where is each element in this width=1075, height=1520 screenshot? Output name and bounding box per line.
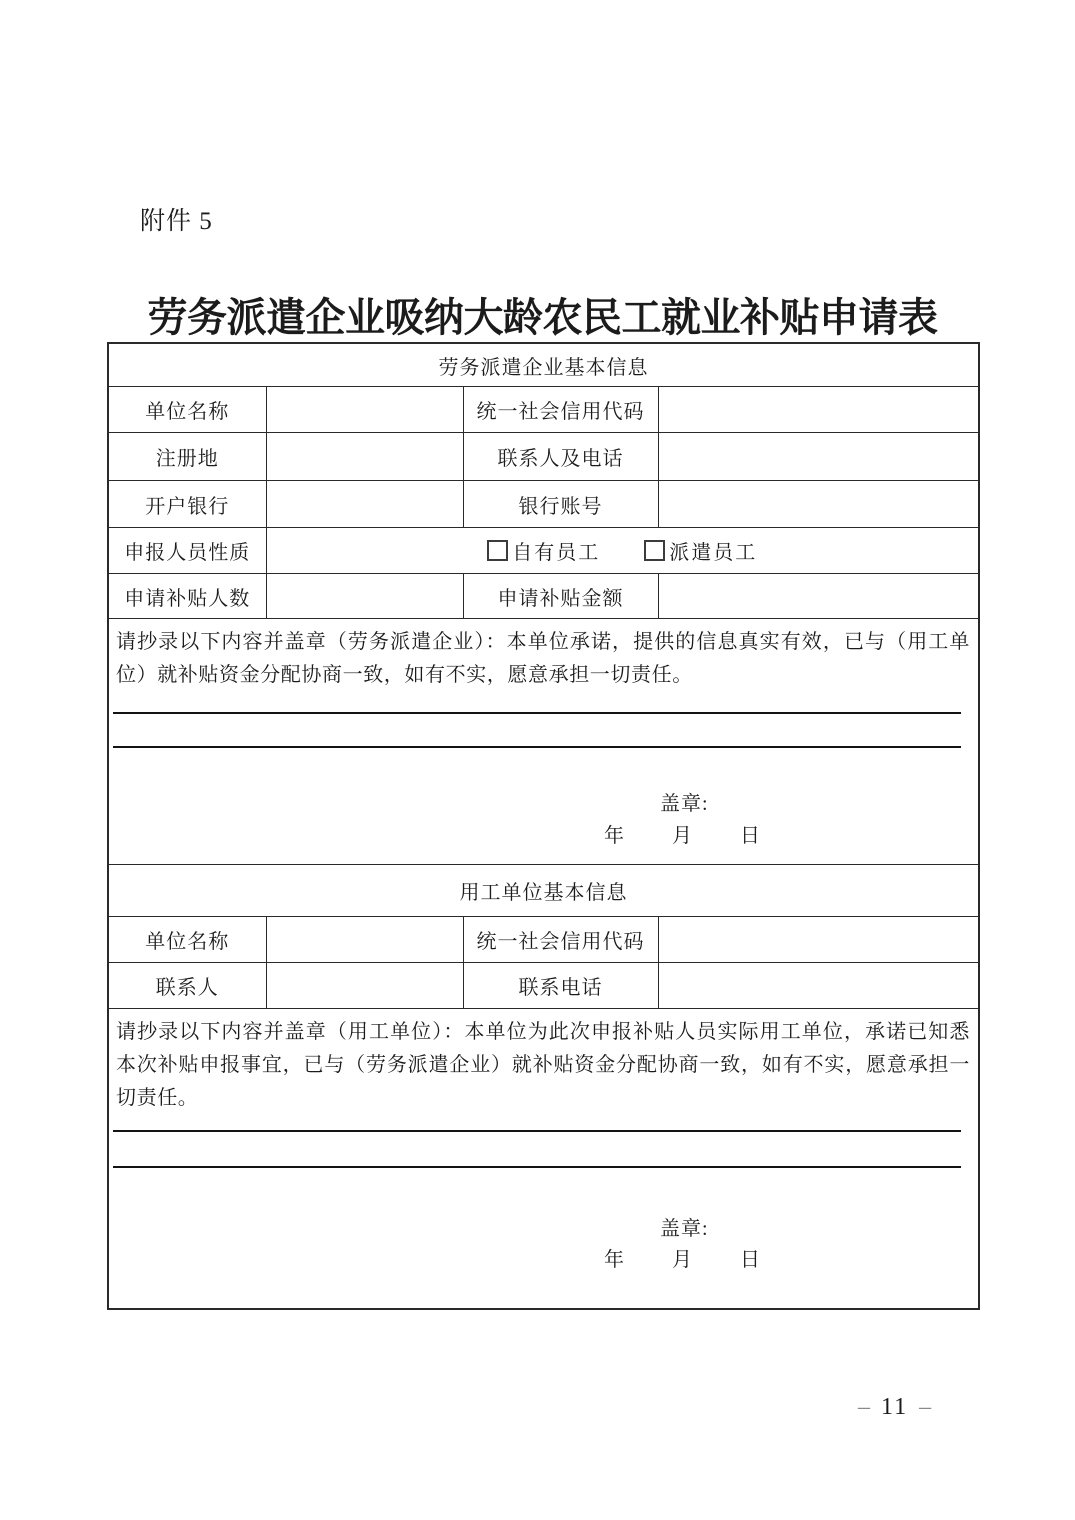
contact-person-phone-input-cell[interactable]	[658, 433, 979, 481]
employer-phone-label: 联系电话	[463, 963, 658, 1009]
dispatch-company-pledge-text: 请抄录以下内容并盖章（劳务派遣企业）：本单位承诺，提供的信息真实有效，已与（用工单位）就补贴资金分配协商一致，如有不实，愿意承担一切责任。	[116, 631, 970, 686]
seal-label-1: 盖章:	[660, 793, 709, 815]
seal-label-2: 盖章:	[660, 1218, 709, 1240]
bank-name-input-cell[interactable]	[266, 481, 463, 528]
day-label-1: 日	[740, 825, 761, 847]
credit-code-label: 统一社会信用代码	[463, 387, 658, 433]
page-number-value: 11	[881, 1394, 909, 1420]
bank-account-label: 银行账号	[463, 481, 658, 528]
dispatch-company-pledge-cell	[108, 619, 979, 865]
employer-pledge-text: 请抄录以下内容并盖章（用工单位）：本单位为此次申报补贴人员实际用工单位，承诺已知悉本次补贴申报事宜，已与（劳务派遣企业）就补贴资金分配协商一致，如有不实，愿意承担一切责任。	[116, 1021, 970, 1109]
month-label-1: 月	[672, 825, 693, 847]
day-label-2: 日	[740, 1249, 761, 1271]
month-label-2: 月	[672, 1249, 693, 1271]
employer-unit-name-label: 单位名称	[108, 917, 266, 963]
subsidy-count-input-cell[interactable]	[266, 574, 463, 619]
application-form-table	[107, 342, 980, 1310]
date-line-2	[604, 1243, 761, 1272]
registered-address-label: 注册地	[108, 433, 266, 481]
section1-header: 劳务派遣企业基本信息	[108, 343, 979, 387]
unit-name-input-cell[interactable]	[266, 387, 463, 433]
form-title: 劳务派遣企业吸纳大龄农民工就业补贴申请表	[147, 295, 938, 340]
signature-line-1	[113, 712, 961, 714]
personnel-nature-label: 申报人员性质	[108, 528, 266, 574]
section2-header: 用工单位基本信息	[108, 865, 979, 917]
contact-person-phone-label: 联系人及电话	[463, 433, 658, 481]
date-line-1	[604, 819, 761, 848]
employer-credit-code-input-cell[interactable]	[658, 917, 979, 963]
bank-account-input-cell[interactable]	[658, 481, 979, 528]
checkbox-dispatched-employee[interactable]	[644, 540, 665, 561]
employer-contact-label: 联系人	[108, 963, 266, 1009]
personnel-nature-options-cell	[266, 528, 979, 574]
signature-line-2	[113, 746, 961, 748]
employer-pledge-cell	[108, 1009, 979, 1310]
employer-unit-name-input-cell[interactable]	[266, 917, 463, 963]
signature-line-4	[113, 1166, 961, 1168]
employer-contact-input-cell[interactable]	[266, 963, 463, 1009]
unit-name-label: 单位名称	[108, 387, 266, 433]
own-employee-label: 自有员工	[512, 542, 601, 564]
page-number-dash-right: –	[919, 1394, 932, 1420]
attachment-label: 附件 5	[140, 208, 213, 235]
signature-line-3	[113, 1130, 961, 1132]
bank-name-label: 开户银行	[108, 481, 266, 528]
subsidy-count-label: 申请补贴人数	[108, 574, 266, 619]
employer-phone-input-cell[interactable]	[658, 963, 979, 1009]
year-label-2: 年	[604, 1249, 625, 1271]
registered-address-input-cell[interactable]	[266, 433, 463, 481]
page-number-dash-left: –	[858, 1394, 870, 1420]
checkbox-own-employee[interactable]	[487, 540, 508, 561]
year-label-1: 年	[604, 825, 625, 847]
own-employee-option	[487, 536, 600, 565]
dispatched-employee-label: 派遣员工	[669, 542, 758, 564]
employer-credit-code-label: 统一社会信用代码	[463, 917, 658, 963]
subsidy-amount-input-cell[interactable]	[658, 574, 979, 619]
credit-code-input-cell[interactable]	[658, 387, 979, 433]
subsidy-amount-label: 申请补贴金额	[463, 574, 658, 619]
dispatched-employee-option	[644, 536, 757, 565]
page-number	[858, 1394, 931, 1421]
